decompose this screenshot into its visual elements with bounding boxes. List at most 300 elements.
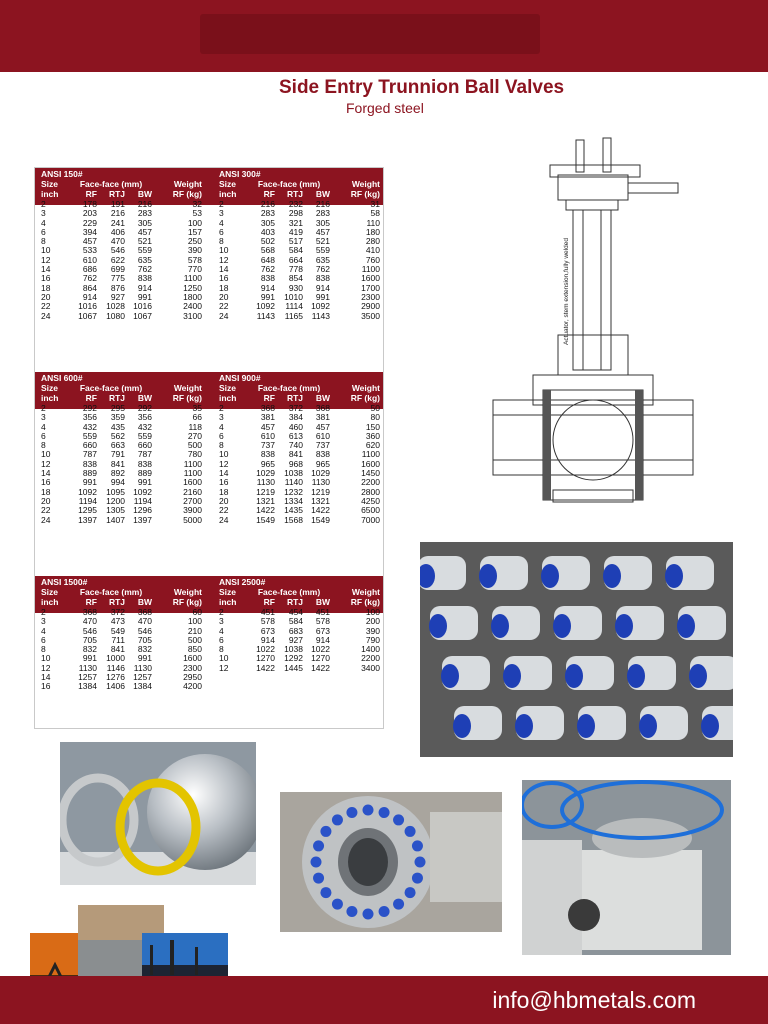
face-to-face-header: Face-face (mm) [79, 383, 143, 393]
table-cell: 6500 [361, 505, 380, 516]
table-cell: 1016 [133, 301, 152, 312]
table-cell: 406 [110, 226, 125, 237]
table-cell: 20 [41, 495, 51, 506]
table-cell: 16 [219, 273, 229, 284]
table-cell: 4 [219, 217, 224, 228]
table-cell: 2 [219, 199, 224, 209]
table-cell: 892 [110, 468, 125, 479]
table-cell: 10 [41, 245, 51, 256]
table-cell: 14 [219, 264, 229, 275]
table-cell: 1568 [284, 514, 303, 525]
table-cell: 663 [110, 440, 125, 451]
table-cell: 770 [187, 264, 202, 275]
table-cell: 216 [110, 208, 125, 219]
size-header: Size [219, 383, 237, 393]
table-cell: 80 [370, 412, 380, 423]
table-cell: 620 [365, 440, 380, 451]
table-cell: 1397 [133, 514, 152, 525]
inch-header: inch [219, 597, 237, 607]
table-cell: 4250 [361, 495, 380, 506]
table-cell: 180 [365, 226, 380, 237]
inch-header: inch [219, 393, 237, 403]
table-cell: 216 [260, 199, 275, 209]
column-subheader-row [41, 598, 215, 608]
pressure-class-table [219, 170, 393, 321]
table-cell: 280 [365, 236, 380, 247]
flange-bolts-photo [280, 792, 502, 932]
table-cell: 1406 [106, 681, 125, 692]
table-cell: 1305 [106, 505, 125, 516]
table-cell: 1422 [311, 662, 330, 673]
table-cell: 1257 [78, 672, 97, 683]
face-to-face-header: Face-face (mm) [79, 587, 143, 597]
table-cell: 889 [137, 468, 152, 479]
table-cell: 292 [82, 403, 97, 413]
table-cell: 1130 [256, 477, 275, 488]
table-cell: 432 [82, 421, 97, 432]
table-cell: 3500 [361, 310, 380, 321]
table-cell: 705 [82, 634, 97, 645]
table-cell: 16 [219, 477, 229, 488]
table-cell: 610 [315, 430, 330, 441]
table-cell: 578 [260, 616, 275, 627]
table-cell: 14 [41, 672, 51, 683]
table-cell: 200 [365, 616, 380, 627]
table-cell: 1219 [256, 486, 275, 497]
table-cell: 1028 [106, 301, 125, 312]
table-cell: 991 [137, 291, 152, 302]
table-cell: 292 [137, 403, 152, 413]
rtj-header: RTJ [108, 597, 125, 607]
table-cell: 841 [288, 449, 303, 460]
column-subheader-row [219, 394, 393, 404]
size-header: Size [41, 383, 59, 393]
table-cell: 283 [315, 208, 330, 219]
table-cell: 18 [219, 282, 229, 293]
table-cell: 1295 [78, 505, 97, 516]
pressure-class-label: ANSI 600# [41, 373, 83, 383]
pressure-class-label: ANSI 2500# [219, 577, 266, 587]
table-cell: 24 [219, 310, 229, 321]
table-cell: 584 [288, 245, 303, 256]
rf-header: RF [263, 393, 275, 403]
table-cell: 419 [288, 226, 303, 237]
table-cell: 298 [288, 208, 303, 219]
face-to-face-header: Face-face (mm) [257, 179, 321, 189]
table-cell: 635 [315, 254, 330, 265]
table-cell: 16 [41, 681, 51, 692]
rf-kg-header: RF (kg) [350, 393, 380, 403]
pressure-class-label: ANSI 150# [41, 169, 83, 179]
table-cell: 2200 [361, 477, 380, 488]
top-banner [0, 0, 768, 72]
weight-header: Weight [173, 383, 202, 393]
table-cell: 12 [219, 254, 229, 265]
table-cell: 546 [110, 245, 125, 256]
table-cell: 3 [219, 616, 224, 627]
table-cell: 838 [260, 273, 275, 284]
table-cell: 12 [219, 662, 229, 673]
size-header: Size [41, 587, 59, 597]
table-cell: 356 [137, 412, 152, 423]
table-cell: 305 [137, 217, 152, 228]
table-cell: 1029 [311, 468, 330, 479]
table-cell: 965 [315, 458, 330, 469]
table-cell: 1422 [256, 662, 275, 673]
table-row [219, 312, 393, 321]
table-cell: 457 [82, 236, 97, 247]
table-cell: 283 [137, 208, 152, 219]
table-cell: 927 [288, 634, 303, 645]
table-cell: 18 [41, 486, 51, 497]
table-cell: 457 [260, 421, 275, 432]
table-cell: 705 [137, 634, 152, 645]
table-cell: 1130 [133, 662, 152, 673]
table-cell: 3100 [183, 310, 202, 321]
table-cell: 1549 [311, 514, 330, 525]
table-cell: 930 [288, 282, 303, 293]
table-cell: 6 [219, 226, 224, 237]
table-cell: 8 [41, 644, 46, 655]
rtj-header: RTJ [286, 597, 303, 607]
table-cell: 4 [41, 217, 46, 228]
table-cell: 10 [219, 653, 229, 664]
table-row [41, 200, 215, 209]
table-cell: 100 [365, 607, 380, 617]
table-cell: 991 [137, 477, 152, 488]
table-cell: 2 [41, 199, 46, 209]
table-cell: 1130 [78, 662, 97, 673]
pressure-class-table [219, 374, 393, 525]
drawing-note: Actuator, stem extension,fully welded [563, 238, 570, 345]
table-cell: 1219 [311, 486, 330, 497]
table-cell: 854 [288, 273, 303, 284]
table-cell: 20 [219, 495, 229, 506]
table-cell: 584 [288, 616, 303, 627]
table-cell: 10 [41, 653, 51, 664]
valve-drawing [488, 135, 698, 515]
table-cell: 157 [187, 226, 202, 237]
table-cell: 1100 [361, 264, 380, 275]
table-cell: 1092 [256, 301, 275, 312]
table-cell: 3400 [361, 662, 380, 673]
table-cell: 578 [187, 254, 202, 265]
table-cell: 14 [41, 264, 51, 275]
table-cell: 1232 [284, 486, 303, 497]
table-cell: 1422 [256, 505, 275, 516]
table-cell: 435 [110, 421, 125, 432]
table-cell: 10 [219, 449, 229, 460]
table-cell: 762 [315, 264, 330, 275]
table-cell: 6 [219, 634, 224, 645]
table-cell: 660 [137, 440, 152, 451]
table-cell: 32 [192, 199, 202, 209]
table-cell: 31 [370, 199, 380, 209]
table-cell: 622 [110, 254, 125, 265]
table-cell: 1165 [284, 310, 303, 321]
table-cell: 460 [288, 421, 303, 432]
column-subheader-row [219, 190, 393, 200]
table-cell: 737 [315, 440, 330, 451]
table-cell: 178 [82, 199, 97, 209]
table-cell: 1092 [78, 486, 97, 497]
table-cell: 6 [219, 430, 224, 441]
table-cell: 1022 [311, 644, 330, 655]
pressure-class-label: ANSI 300# [219, 169, 261, 179]
table-cell: 838 [315, 273, 330, 284]
table-cell: 1700 [361, 282, 380, 293]
table-cell: 838 [82, 458, 97, 469]
table-cell: 10 [219, 245, 229, 256]
inch-header: inch [41, 189, 59, 199]
table-cell: 927 [110, 291, 125, 302]
table-cell: 384 [288, 412, 303, 423]
inch-header: inch [41, 597, 59, 607]
table-cell: 683 [288, 625, 303, 636]
pressure-class-label: ANSI 1500# [41, 577, 88, 587]
table-cell: 24 [219, 514, 229, 525]
face-to-face-header: Face-face (mm) [257, 383, 321, 393]
table-cell: 4200 [183, 681, 202, 692]
table-cell: 20 [41, 291, 51, 302]
table-cell: 1422 [311, 505, 330, 516]
table-cell: 2400 [183, 301, 202, 312]
table-cell: 1016 [78, 301, 97, 312]
table-cell: 8 [41, 236, 46, 247]
table-cell: 559 [137, 430, 152, 441]
table-cell: 832 [137, 644, 152, 655]
table-row [219, 664, 393, 673]
table-cell: 18 [219, 486, 229, 497]
table-cell: 914 [315, 282, 330, 293]
table-cell: 1092 [133, 486, 152, 497]
bw-header: BW [137, 597, 152, 607]
table-cell: 1067 [78, 310, 97, 321]
page-title: Side Entry Trunnion Ball Valves [279, 77, 565, 98]
rtj-header: RTJ [108, 189, 125, 199]
pressure-class-table [41, 374, 215, 525]
table-cell: 4 [219, 421, 224, 432]
face-to-face-header: Face-face (mm) [79, 179, 143, 189]
table-cell: 1038 [284, 644, 303, 655]
table-cell: 432 [137, 421, 152, 432]
table-cell: 3 [41, 208, 46, 219]
table-cell: 451 [315, 607, 330, 617]
table-cell: 775 [110, 273, 125, 284]
table-cell: 2700 [183, 495, 202, 506]
table-cell: 841 [110, 458, 125, 469]
pressure-class-label: ANSI 900# [219, 373, 261, 383]
table-cell: 1600 [183, 653, 202, 664]
table-cell: 410 [365, 245, 380, 256]
contact-email[interactable]: info@hbmetals.com [492, 987, 696, 1013]
table-cell: 295 [110, 403, 125, 413]
rf-header: RF [85, 597, 97, 607]
table-cell: 1130 [311, 477, 330, 488]
table-cell: 1400 [361, 644, 380, 655]
table-cell: 4 [219, 625, 224, 636]
table-cell: 3900 [183, 505, 202, 516]
table-cell: 838 [315, 449, 330, 460]
table-cell: 1334 [284, 495, 303, 506]
table-cell: 787 [82, 449, 97, 460]
table-cell: 470 [137, 616, 152, 627]
dimension-tables [34, 167, 384, 729]
table-cell: 673 [260, 625, 275, 636]
table-cell: 359 [110, 412, 125, 423]
table-cell: 991 [260, 291, 275, 302]
table-cell: 850 [187, 644, 202, 655]
table-cell: 686 [82, 264, 97, 275]
table-cell: 66 [192, 412, 202, 423]
table-cell: 372 [110, 607, 125, 617]
table-cell: 1114 [285, 301, 303, 312]
table-cell: 100 [187, 616, 202, 627]
table-cell: 368 [82, 607, 97, 617]
table-cell: 18 [41, 282, 51, 293]
bw-header: BW [315, 597, 330, 607]
table-cell: 1100 [361, 449, 380, 460]
table-cell: 2 [41, 607, 46, 617]
table-cell: 403 [260, 226, 275, 237]
table-cell: 12 [219, 458, 229, 469]
table-cell: 150 [365, 421, 380, 432]
table-cell: 232 [288, 199, 303, 209]
table-cell: 546 [82, 625, 97, 636]
table-cell: 876 [110, 282, 125, 293]
table-cell: 451 [260, 607, 275, 617]
bw-header: BW [315, 393, 330, 403]
table-cell: 1397 [78, 514, 97, 525]
table-cell: 22 [219, 505, 229, 516]
table-cell: 914 [260, 634, 275, 645]
table-cell: 502 [260, 236, 275, 247]
table-cell: 360 [365, 430, 380, 441]
table-cell: 1100 [183, 273, 202, 284]
table-cell: 660 [82, 440, 97, 451]
bw-header: BW [315, 189, 330, 199]
table-cell: 394 [82, 226, 97, 237]
rtj-header: RTJ [286, 189, 303, 199]
table-cell: 1445 [284, 662, 303, 673]
table-cell: 648 [260, 254, 275, 265]
rf-kg-header: RF (kg) [172, 189, 202, 199]
table-cell: 473 [110, 616, 125, 627]
table-cell: 22 [41, 301, 51, 312]
table-cell: 838 [260, 449, 275, 460]
table-cell: 1038 [284, 468, 303, 479]
table-cell: 10 [41, 449, 51, 460]
table-cell: 203 [82, 208, 97, 219]
table-cell: 454 [288, 607, 303, 617]
table-cell: 283 [260, 208, 275, 219]
table-cell: 3 [41, 616, 46, 627]
table-cell: 711 [111, 634, 125, 645]
table-cell: 1095 [106, 486, 125, 497]
table-cell: 1270 [311, 653, 330, 664]
table-cell: 241 [110, 217, 125, 228]
table-cell: 35 [192, 403, 202, 413]
table-cell: 762 [260, 264, 275, 275]
table-cell: 841 [110, 644, 125, 655]
table-cell: 521 [315, 236, 330, 247]
table-cell: 1029 [256, 468, 275, 479]
table-row [41, 404, 215, 413]
table-cell: 864 [82, 282, 97, 293]
table-cell: 110 [366, 217, 380, 228]
table-cell: 1143 [311, 310, 330, 321]
bw-header: BW [137, 189, 152, 199]
table-cell: 14 [219, 468, 229, 479]
table-cell: 760 [365, 254, 380, 265]
table-cell: 3 [219, 412, 224, 423]
table-cell: 500 [187, 634, 202, 645]
column-subheader-row [41, 394, 215, 404]
size-header: Size [219, 179, 237, 189]
table-cell: 4 [41, 625, 46, 636]
table-cell: 321 [288, 217, 303, 228]
table-cell: 914 [137, 282, 152, 293]
table-cell: 1600 [361, 273, 380, 284]
table-cell: 1296 [133, 505, 152, 516]
table-cell: 53 [192, 208, 202, 219]
table-cell: 24 [41, 310, 51, 321]
table-cell: 1276 [106, 672, 125, 683]
table-cell: 635 [137, 254, 152, 265]
table-cell: 559 [315, 245, 330, 256]
table-cell: 610 [82, 254, 97, 265]
table-cell: 390 [187, 245, 202, 256]
table-cell: 521 [137, 236, 152, 247]
table-row [219, 200, 393, 209]
table-cell: 1800 [183, 291, 202, 302]
table-cell: 1250 [183, 282, 202, 293]
table-cell: 1100 [183, 468, 202, 479]
table-cell: 305 [315, 217, 330, 228]
table-cell: 2 [41, 403, 46, 413]
table-cell: 991 [137, 653, 152, 664]
table-cell: 699 [110, 264, 125, 275]
table-cell: 1600 [361, 458, 380, 469]
table-cell: 1384 [133, 681, 152, 692]
table-cell: 270 [187, 430, 202, 441]
table-cell: 8 [219, 644, 224, 655]
table-cell: 762 [137, 264, 152, 275]
table-cell: 1200 [106, 495, 125, 506]
inch-header: inch [41, 393, 59, 403]
table-cell: 2 [219, 607, 224, 617]
table-cell: 838 [137, 273, 152, 284]
size-header: Size [219, 587, 237, 597]
weight-header: Weight [351, 179, 380, 189]
table-cell: 8 [219, 236, 224, 247]
table-cell: 965 [260, 458, 275, 469]
rtj-header: RTJ [108, 393, 125, 403]
table-cell: 613 [288, 430, 303, 441]
table-cell: 889 [82, 468, 97, 479]
table-cell: 368 [315, 403, 330, 413]
table-cell: 216 [315, 199, 330, 209]
table-cell: 368 [260, 403, 275, 413]
table-cell: 559 [82, 430, 97, 441]
weight-header: Weight [351, 383, 380, 393]
table-cell: 12 [41, 254, 51, 265]
table-cell: 356 [82, 412, 97, 423]
bw-header: BW [137, 393, 152, 403]
table-cell: 22 [41, 505, 51, 516]
table-cell: 1450 [361, 468, 380, 479]
table-cell: 914 [82, 291, 97, 302]
